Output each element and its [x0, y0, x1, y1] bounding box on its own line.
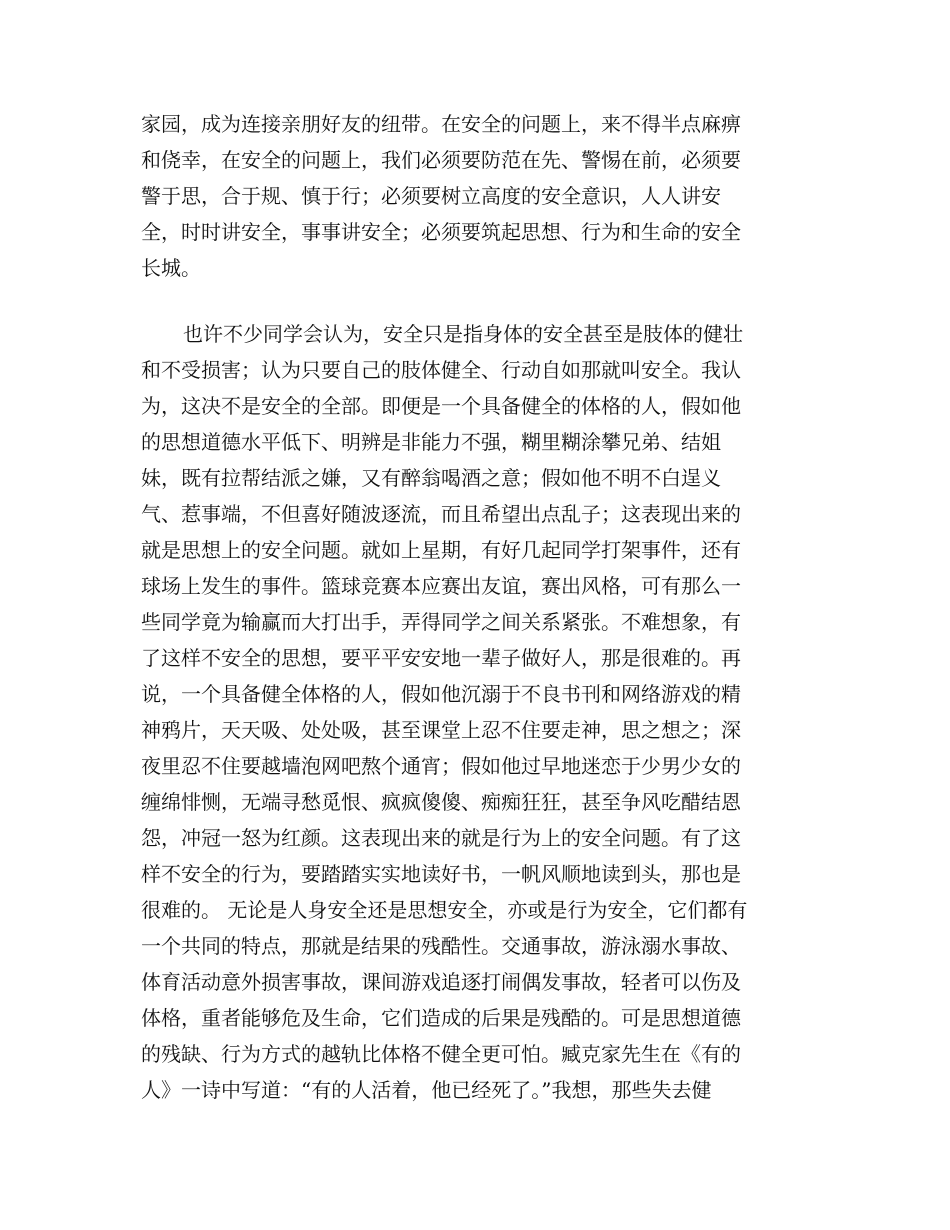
paragraph-line: 球场上发生的事件。篮球竞赛本应赛出友谊，赛出风格，可有那么一: [141, 574, 741, 598]
paragraph-line: 警于思，合于规、慎于行；必须要树立高度的安全意识，人人讲安: [141, 184, 721, 208]
paragraph-line: 缠绵悱恻，无端寻愁觅恨、疯疯傻傻、痴痴狂狂，甚至争风吃醋结恩: [141, 790, 741, 814]
paragraph-line: 就是思想上的安全问题。就如上星期，有好几起同学打架事件，还有: [141, 538, 741, 562]
paragraph-line: 和不受损害；认为只要自己的肢体健全、行动自如那就叫安全。我认: [141, 358, 741, 382]
paragraph-spacer: [141, 286, 811, 316]
paragraph-line: 妹，既有拉帮结派之嫌，又有醉翁喝酒之意；假如他不明不白逞义: [141, 466, 721, 490]
paragraph-line: 气、惹事端，不但喜好随波逐流，而且希望出点乱子；这表现出来的: [141, 502, 741, 526]
paragraph-line: 夜里忍不住要越墙泡网吧熬个通宵；假如他过早地迷恋于少男少女的: [141, 754, 741, 778]
paragraph-line: 的思想道德水平低下、明辨是非能力不强，糊里糊涂攀兄弟、结姐: [141, 430, 721, 454]
paragraph-line: 体育活动意外损害事故，课间游戏追逐打闹偶发事故，轻者可以伤及: [141, 970, 741, 994]
paragraph-line: 了这样不安全的思想，要平平安安地一辈子做好人，那是很难的。再: [141, 646, 741, 670]
paragraph-line: 人》一诗中写道：“有的人活着，他已经死了。”我想，那些失去健: [141, 1078, 712, 1102]
paragraph-line: 也许不少同学会认为，安全只是指身体的安全甚至是肢体的健壮: [183, 322, 743, 346]
paragraph-line: 怨，冲冠一怒为红颜。这表现出来的就是行为上的安全问题。有了这: [141, 826, 741, 850]
paragraph-line: 说，一个具备健全体格的人，假如他沉溺于不良书刊和网络游戏的精: [141, 682, 741, 706]
paragraph-line: 很难的。 无论是人身安全还是思想安全，亦或是行为安全，它们都有: [141, 898, 748, 922]
paragraph-line: 样不安全的行为，要踏踏实实地读好书，一帆风顺地读到头，那也是: [141, 862, 741, 886]
paragraph-line: 为，这决不是安全的全部。即便是一个具备健全的体格的人，假如他: [141, 394, 741, 418]
paragraph-line: 长城。: [141, 256, 201, 280]
paragraph-2: [141, 316, 811, 1108]
paragraph-line: 神鸦片，天天吸、处处吸，甚至课堂上忍不住要走神，思之想之；深: [141, 718, 741, 742]
document-body: [141, 106, 811, 1108]
paragraph-line: 体格，重者能够危及生命，它们造成的后果是残酷的。可是思想道德: [141, 1006, 741, 1030]
paragraph-line: 一个共同的特点，那就是结果的残酷性。交通事故，游泳溺水事故、: [141, 934, 741, 958]
paragraph-line: 家园，成为连接亲朋好友的纽带。在安全的问题上，来不得半点麻痹: [141, 112, 741, 136]
paragraph-line: 和侥幸，在安全的问题上，我们必须要防范在先、警惕在前，必须要: [141, 148, 741, 172]
paragraph-line: 的残缺、行为方式的越轨比体格不健全更可怕。臧克家先生在《有的: [141, 1042, 741, 1066]
paragraph-line: 些同学竟为输赢而大打出手，弄得同学之间关系紧张。不难想象，有: [141, 610, 741, 634]
paragraph-line: 全，时时讲安全，事事讲安全；必须要筑起思想、行为和生命的安全: [141, 220, 741, 244]
paragraph-1: [141, 106, 811, 286]
